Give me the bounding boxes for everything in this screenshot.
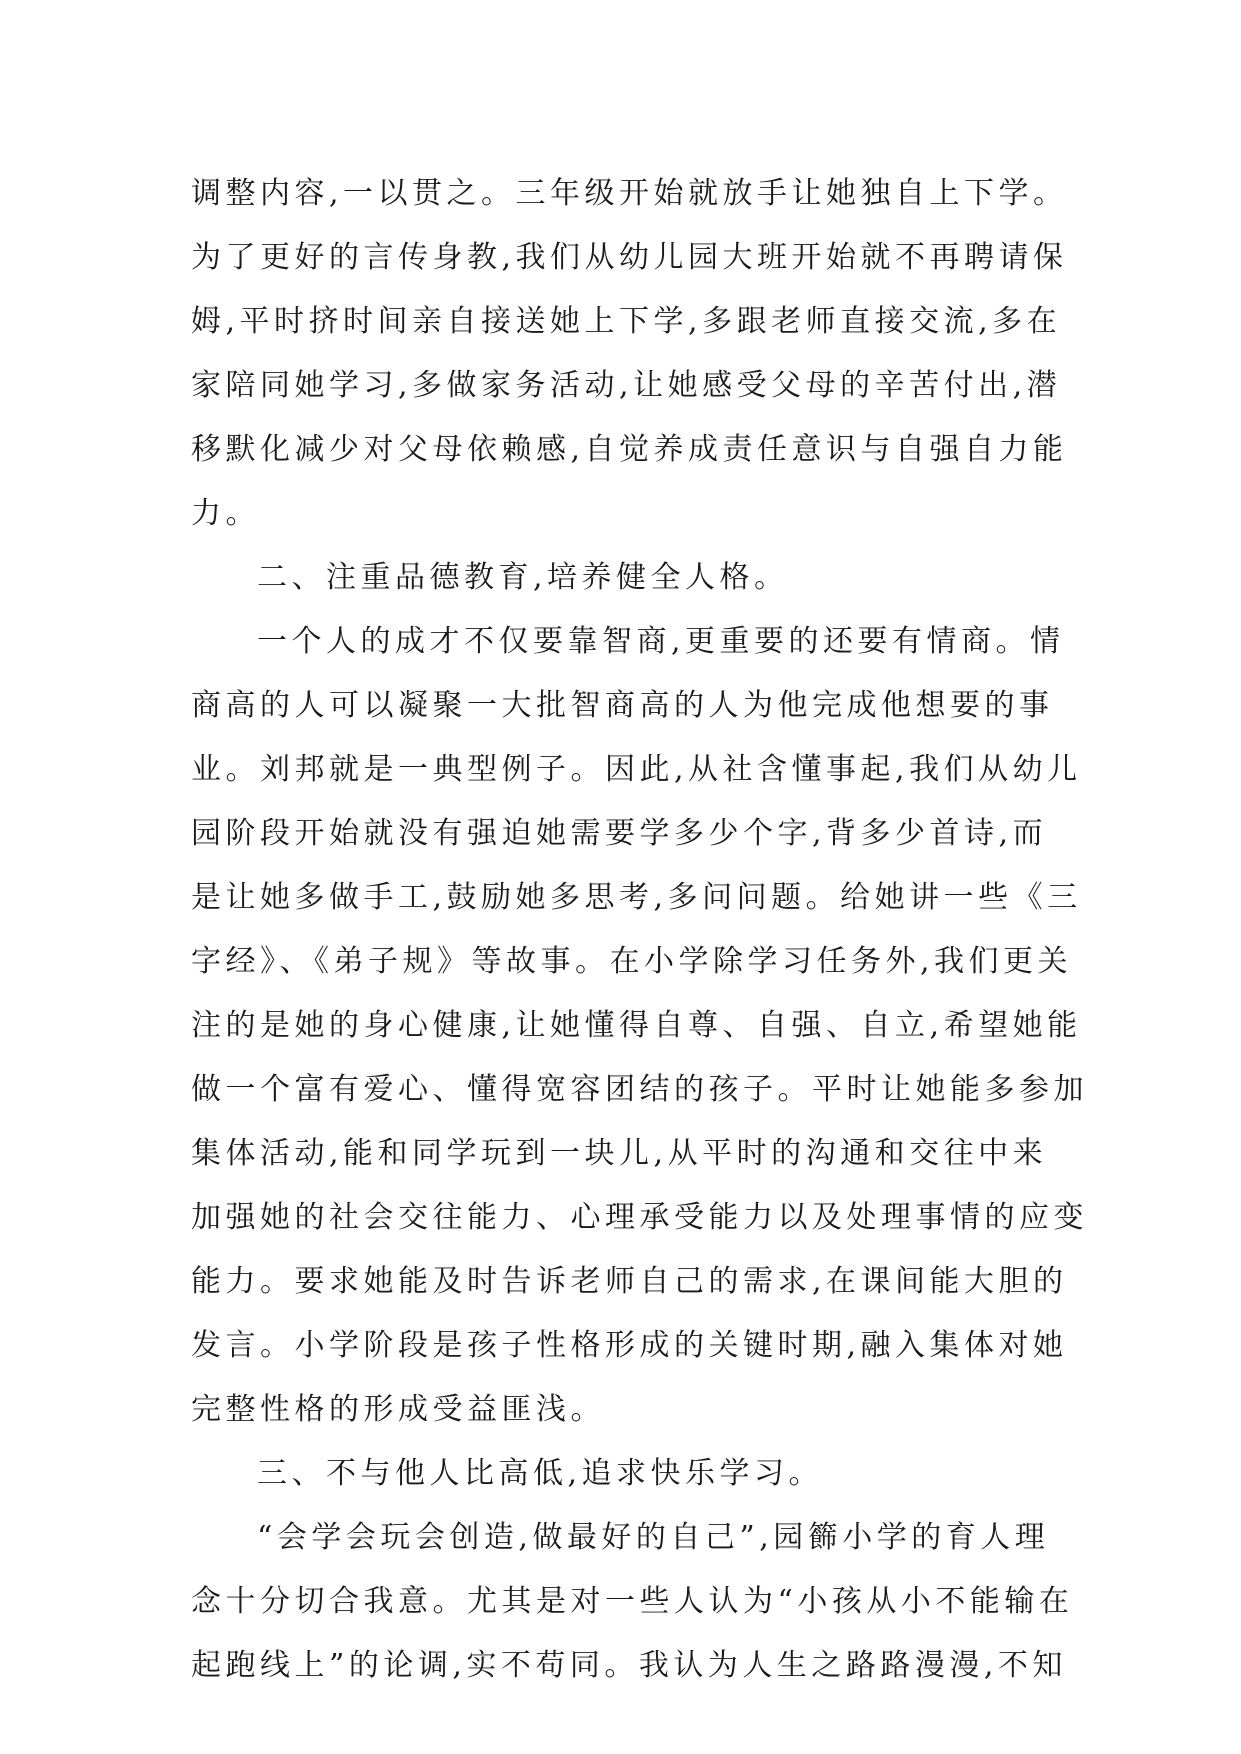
text-line: 能力。要求她能及时告诉老师自己的需求,在课间能大胆的 (191, 1264, 1068, 1299)
text-line: 商高的人可以凝聚一大批智商高的人为他完成他想要的事 (191, 688, 1054, 723)
text-line: 注的是她的身心健康,让她懂得自尊、自强、自立,希望她能 (191, 1008, 1082, 1043)
text-line: 做一个富有爱心、懂得宽容团结的孩子。平时让她能多参加 (191, 1072, 1088, 1107)
text-line: 念十分切合我意。尤其是对一些人认为“小孩从小不能输在 (191, 1584, 1074, 1619)
text-line: “会学会玩会创造,做最好的自己”,园籂小学的育人理 (257, 1520, 1050, 1555)
body-text (191, 162, 1088, 1698)
text-line: 家陪同她学习,多做家务活动,让她感受父母的辛苦付出,潜 (191, 368, 1062, 403)
text-line: 起跑线上”的论调,实不苟同。我认为人生之路路漫漫,不知 (191, 1648, 1067, 1683)
text-line: 加强她的社会交往能力、心理承受能力以及处理事情的应变 (191, 1200, 1088, 1235)
text-line: 是让她多做手工,鼓励她多思考,多问问题。给她讲一些《三 (191, 880, 1082, 915)
text-line: 一个人的成才不仅要靠智商,更重要的还要有情商。情 (257, 624, 1065, 659)
text-line: 业。刘邦就是一典型例子。因此,从社含懂事起,我们从幼儿 (191, 752, 1082, 787)
text-line: 力。 (191, 496, 260, 531)
text-line: 完整性格的形成受益匪浅。 (191, 1392, 605, 1427)
text-line: 园阶段开始就没有强迫她需要学多少个字,背多少首诗,而 (191, 816, 1048, 851)
text-line: 发言。小学阶段是孩子性格形成的关键时期,融入集体对她 (191, 1328, 1068, 1363)
text-line: 集体活动,能和同学玩到一块儿,从平时的沟通和交往中来 (191, 1136, 1048, 1171)
text-line: 调整内容,一以贯之。三年级开始就放手让她独自上下学。 (191, 176, 1068, 211)
text-line: 为了更好的言传身教,我们从幼儿园大班开始就不再聘请保 (191, 240, 1068, 275)
text-line: 移默化减少对父母依赖感,自觉养成责任意识与自强自力能 (191, 432, 1068, 467)
section-heading: 三、不与他人比高低,追求快乐学习。 (257, 1456, 824, 1491)
section-heading: 二、注重品德教育,培养健全人格。 (257, 560, 789, 595)
text-line: 姆,平时挤时间亲自接送她上下学,多跟老师直接交流,多在 (191, 304, 1062, 339)
text-line: 字经》、《弟子规》等故事。在小学除学习任务外,我们更关 (191, 944, 1073, 979)
